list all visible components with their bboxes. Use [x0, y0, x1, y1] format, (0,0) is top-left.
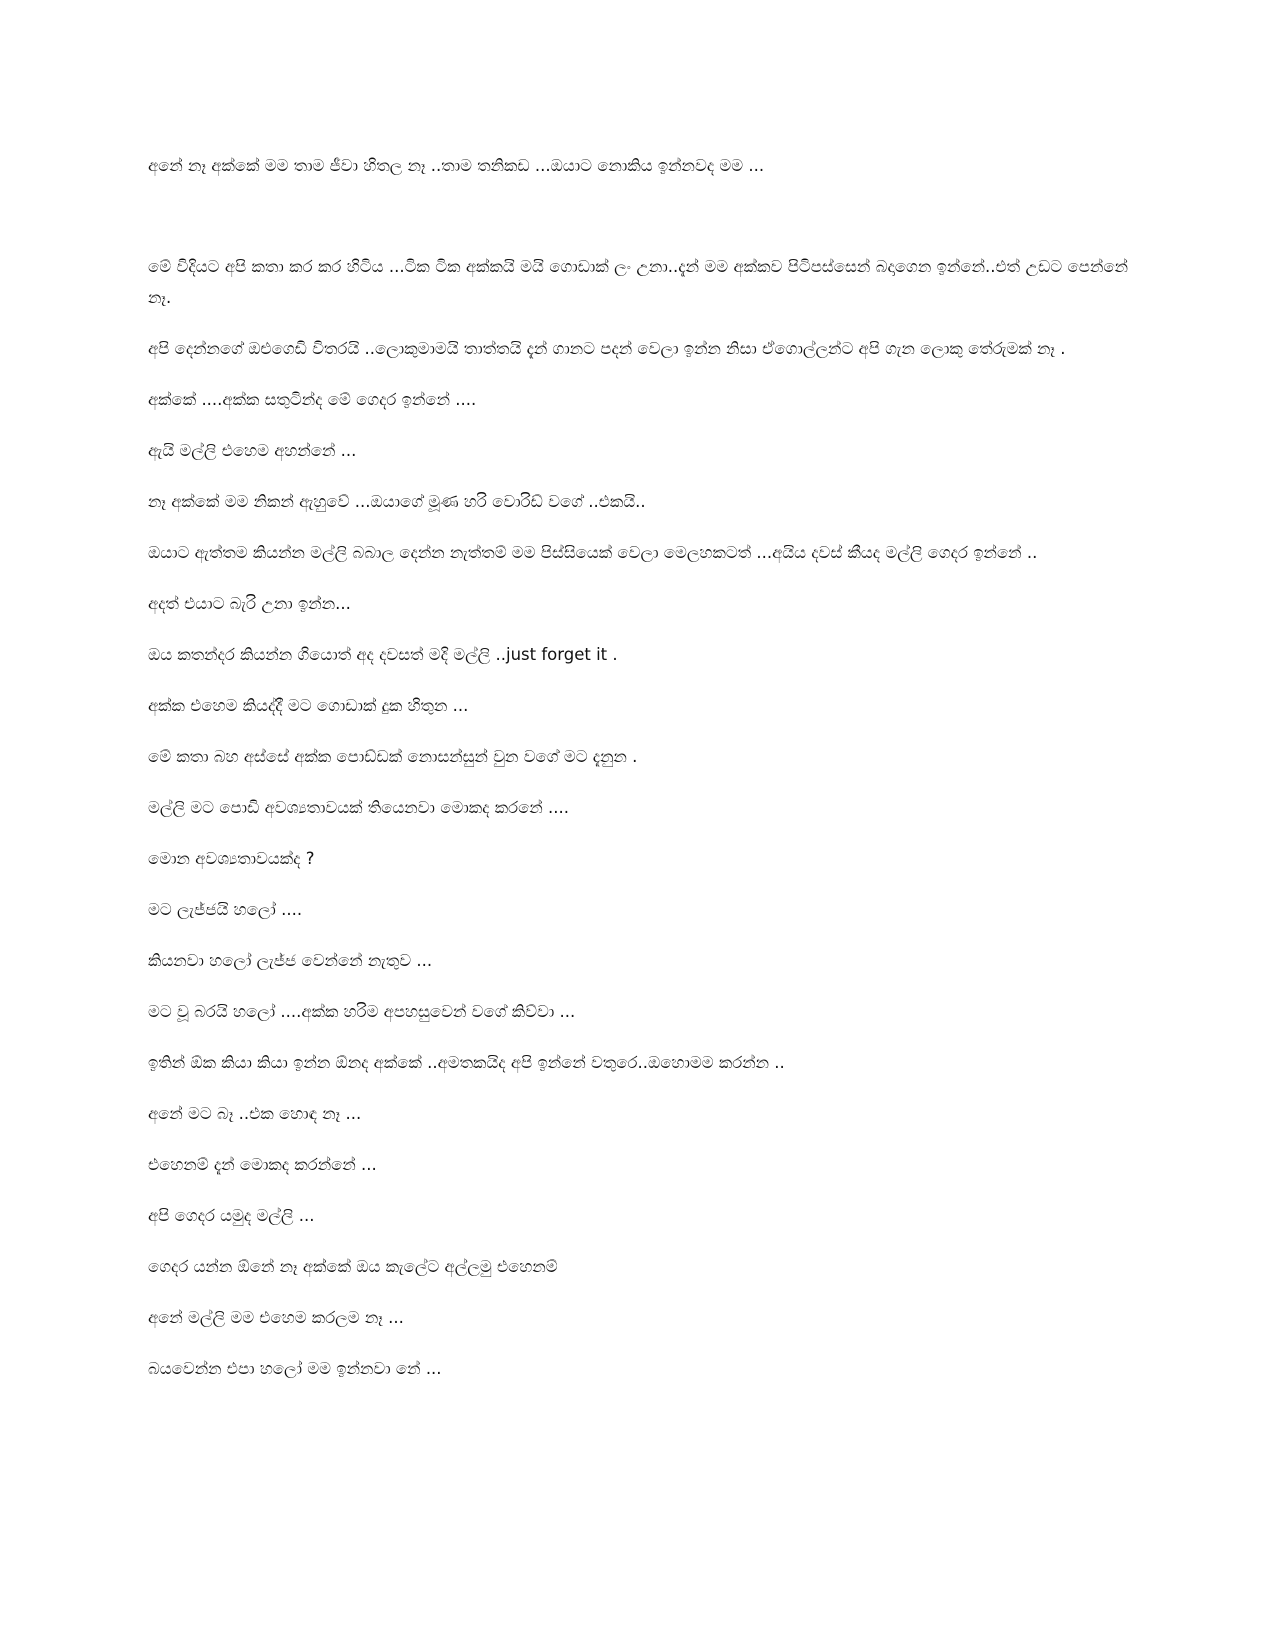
paragraph: අනේ මල්ලි මම එහෙම කරලම නෑ ...: [148, 1308, 404, 1327]
paragraph: අක්ක එහෙම කියද්දී මට ගොඩාක් දුක හිතුන ...: [148, 696, 469, 715]
paragraph: ගෙදර යන්න ඕනේ නෑ අක්කේ ඔය කැලේට අල්ලමු එහෙනම්: [148, 1257, 558, 1276]
paragraph: කියනවා හලෝ ලැජ්ජ වෙන්නේ නැතුව ...: [148, 951, 433, 970]
paragraph: මට වූ බරයි හලෝ ....අක්ක හරිම අපහසුවෙන් වගේ කිව්වා ...: [148, 1002, 576, 1021]
paragraph: අපි දෙන්නගේ ඔළුගෙඩි විතරයි ..ලොකුමාමයි තාත්තයි දැන් ගානට පදන් වෙලා ඉන්න නිසා ඒගොල්ලන්ට අපි ගැන ලොකු තේරුමක් නෑ .: [148, 339, 1066, 358]
paragraph: ඇයි මල්ලි එහෙම අහන්නේ ...: [148, 441, 357, 460]
paragraph: අපි ගෙදර යමුද මල්ලි ...: [148, 1206, 315, 1225]
paragraph: ඉතින් ඕක කියා කියා ඉන්න ඕනද අක්කේ ..අමතකයිද අපි ඉන්නේ වතුරෙ..ඔහොමම කරන්න ..: [148, 1053, 785, 1072]
paragraph: ඔයාට ඇත්තම කියන්න මල්ලි බබාල දෙන්න නැත්තම් මම පිස්සියෙක් වෙලා මෙලහකටත් ...අයිය දවස් කීයද මල්ලි ගෙදර ඉන්නේ ..: [148, 543, 1038, 562]
paragraph: මේ කතා බහ අස්සේ අක්ක පොඩ්ඩක් නොසන්සුන් වුන වගේ මට දැනුන .: [148, 747, 638, 766]
paragraph: එහෙනම් දැන් මොකද කරන්නේ ...: [148, 1155, 377, 1174]
document-body: [148, 150, 1128, 1404]
paragraph: මේ විදියට අපි කතා කර කර හිටිය ...ටික ටික අක්කයි මයි ගොඩාක් ලං උනා..දැන් මම අක්කව පිටිපස්සෙන් බදාගෙන ඉන්නේ..එත් උඩට පෙන්නේ නෑ.: [148, 257, 1128, 307]
paragraph: අදත් එයාට බැරි උනා ඉන්න...: [148, 594, 351, 613]
paragraph: අනේ නෑ අක්කේ මම තාම ජීවා හිතල නෑ ..තාම තනිකඩ ...ඔයාට නොකිය ඉන්නවද මම ...: [148, 156, 765, 175]
paragraph: මට ලැජ්ජයි හලෝ ....: [148, 900, 303, 919]
paragraph: මොන අවශ්‍යතාවයක්ද ?: [148, 849, 315, 868]
paragraph: අනේ මට බෑ ..එක හොඳ නෑ ...: [148, 1104, 362, 1123]
paragraph: බයවෙන්න එපා හලෝ මම ඉන්නවා නේ ...: [148, 1359, 442, 1378]
paragraph: අක්කේ ....අක්ක සතුටින්ද මේ ගෙදර ඉන්නේ ....: [148, 390, 477, 409]
paragraph: මල්ලි මට පොඩි අවශ්‍යතාවයක් තියෙනවා මොකද කරනේ ....: [148, 798, 569, 817]
paragraph: නෑ අක්කේ මම නිකන් ඇහුවේ ...ඔයාගේ මූණ හරි වොරිඩ් වගේ ..එකයි..: [148, 492, 646, 511]
paragraph: ඔය කතන්දර කියන්න ගියොත් අද දවසත් මදි මල්ලි ..just forget it .: [148, 645, 618, 664]
